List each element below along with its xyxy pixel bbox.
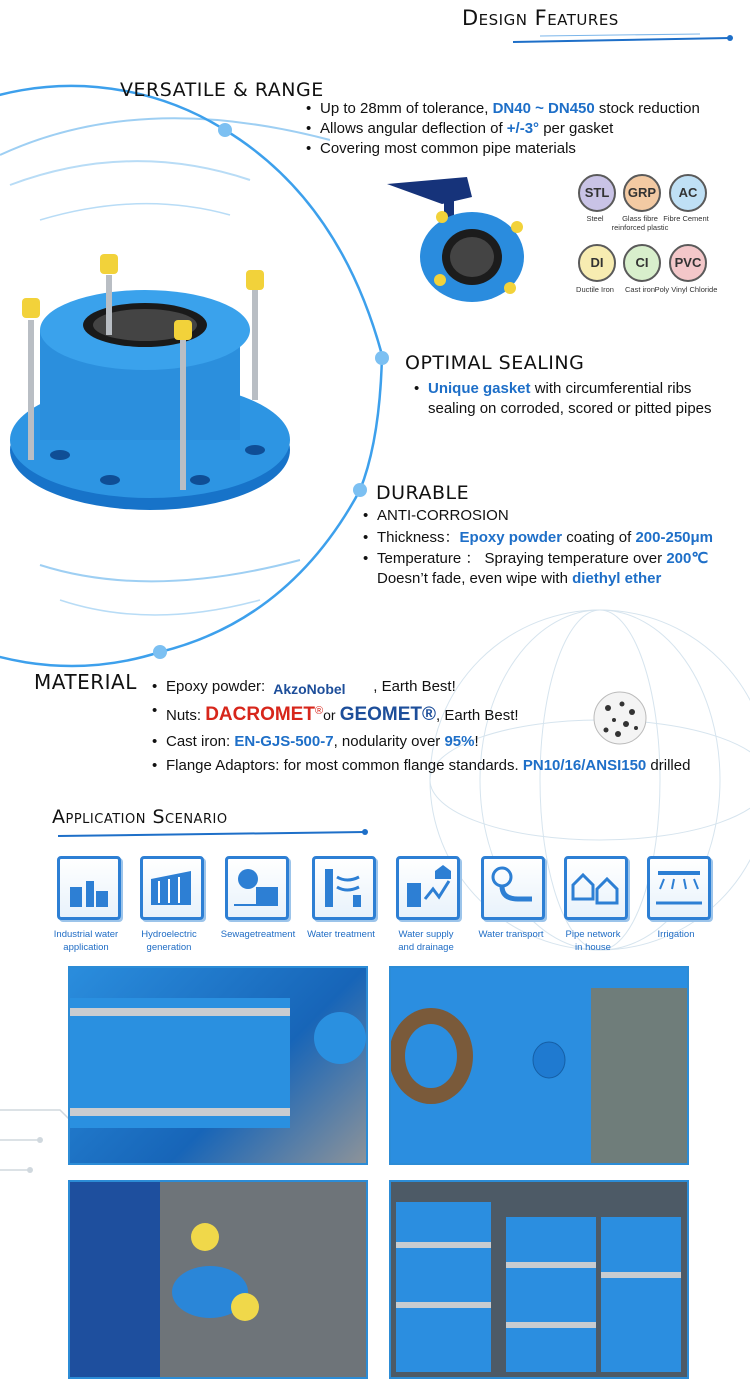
versatile-item: • Covering most common pipe materials: [304, 139, 750, 159]
material-title: MATERIAL: [34, 670, 137, 694]
material-item: • Cast iron: EN-GJS-500-7, nodularity over 95%!: [150, 729, 750, 755]
application-label: Sewagetreatment: [220, 929, 296, 940]
material-item: • Nuts: DACROMET®or GEOMET®, Earth Best!: [150, 698, 750, 729]
application-label: Water supply and drainage: [398, 929, 454, 953]
material-label: Ductile Iron: [576, 285, 614, 294]
sewage-treatment-icon: [225, 856, 289, 920]
application-label: Pipe network in house: [565, 929, 621, 953]
page-title: Design Features: [462, 6, 619, 30]
valve-assembly-image: [382, 172, 532, 302]
durable-list: [361, 505, 750, 589]
irrigation-icon: [647, 856, 711, 920]
water-supply-icon: [396, 856, 460, 920]
photo-assembly: [68, 1180, 368, 1379]
material-label: Fibre Cement: [663, 214, 709, 223]
sealing-title: OPTIMAL SEALING: [405, 352, 585, 374]
durable-item: • ANTI-CORROSION: [361, 505, 750, 526]
sealing-list: [412, 379, 750, 419]
material-item: • Epoxy powder: AkzoNobel , Earth Best!: [150, 676, 750, 698]
photo-spray-coating: [389, 966, 689, 1165]
material-list: [150, 676, 750, 777]
pipe-network-icon: [564, 856, 628, 920]
material-badge-di: DI: [578, 244, 616, 282]
geomet-logo: GEOMET®: [339, 704, 437, 725]
material-label: Cast iron: [624, 285, 655, 294]
industrial-water-icon: [57, 856, 121, 920]
water-transport-icon: [481, 856, 545, 920]
versatile-item: • Up to 28mm of tolerance, DN40 ~ DN450 stock reduction: [304, 99, 750, 119]
application-label: Industrial water application: [53, 929, 119, 953]
durable-title: DURABLE: [376, 482, 470, 504]
flange-adaptor-image: [0, 240, 290, 525]
nodular-iron-icon: [592, 690, 648, 746]
application-label: Water transport: [478, 929, 544, 940]
photo-installed-couplings: [68, 966, 368, 1165]
water-treatment-icon: [312, 856, 376, 920]
material-label: Poly Vinyl Chloride: [654, 285, 718, 294]
dacromet-logo: DACROMET: [205, 704, 315, 725]
material-badge-ac: AC: [669, 174, 707, 212]
material-badge-pvc: PVC: [669, 244, 707, 282]
hydroelectric-icon: [140, 856, 204, 920]
application-title: Application Scenario: [52, 806, 228, 828]
material-badge-stl: STL: [578, 174, 616, 212]
material-label: Glass fibre reinforced plastic: [611, 214, 669, 232]
versatile-title: VERSATILE & RANGE: [120, 79, 324, 101]
material-badge-ci: CI: [623, 244, 661, 282]
durable-item: • Temperature ： Spraying temperature over 200℃ Doesn’t fade, even wipe with diethyl ether: [361, 549, 750, 589]
versatile-item: • Allows angular deflection of +/-3° per gasket: [304, 119, 750, 139]
sealing-item: • Unique gasket with circumferential ribs sealing on corroded, scored or pitted pipes: [412, 379, 750, 419]
photo-warehouse-stock: [389, 1180, 689, 1379]
versatile-list: [304, 99, 750, 159]
application-label: Hydroelectric generation: [141, 929, 197, 953]
material-badge-grp: GRP: [623, 174, 661, 212]
durable-item: • Thickness：Epoxy powder coating of 200-250μm: [361, 526, 750, 549]
application-label: Irrigation: [657, 929, 695, 940]
material-item: • Flange Adaptors: for most common flange standards. PN10/16/ANSI150 drilled: [150, 755, 750, 777]
application-label: Water treatment: [307, 929, 375, 940]
akzonobel-logo: AkzoNobel: [273, 681, 346, 697]
material-label: Steel: [586, 214, 604, 223]
